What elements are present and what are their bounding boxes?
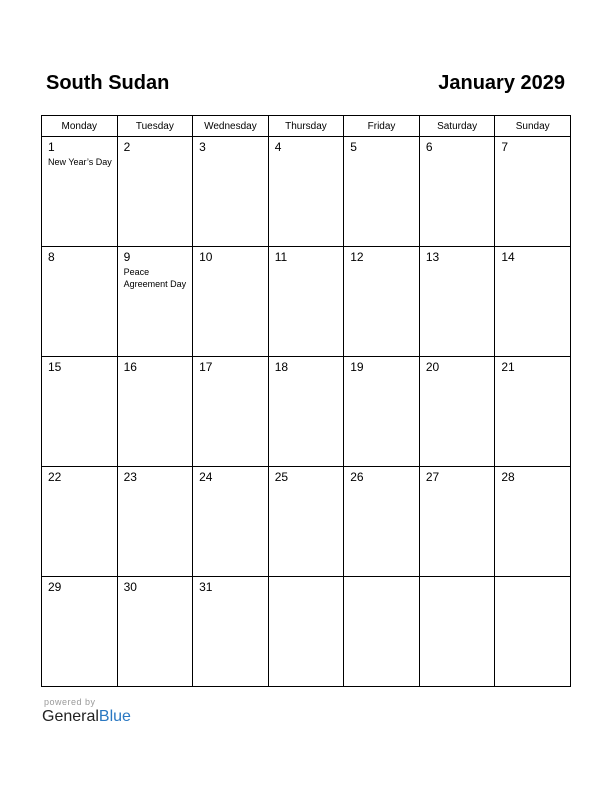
day-cell	[268, 467, 344, 577]
day-cell	[344, 467, 420, 577]
day-number: 10	[199, 250, 213, 264]
day-number: 7	[501, 140, 509, 154]
brand-part-general: General	[42, 708, 99, 725]
day-number: 14	[501, 250, 515, 264]
generalblue-logo[interactable]	[42, 708, 131, 726]
day-cell	[193, 137, 269, 247]
day-number: 15	[48, 360, 62, 374]
day-cell	[193, 467, 269, 577]
day-cell	[344, 247, 420, 357]
day-number: 21	[501, 360, 515, 374]
day-cell	[193, 247, 269, 357]
country-title: South Sudan	[46, 72, 170, 94]
day-number: 19	[350, 360, 364, 374]
day-cell	[419, 247, 495, 357]
day-number: 6	[425, 140, 433, 154]
day-cell	[495, 357, 571, 467]
day-number: 17	[199, 360, 213, 374]
calendar-grid	[41, 115, 571, 687]
day-cell	[268, 247, 344, 357]
day-number: 16	[123, 360, 137, 374]
day-cell	[193, 577, 269, 687]
powered-by-label: powered by	[44, 697, 96, 707]
holiday-label: New Year’s Day	[48, 157, 112, 167]
day-number: 9	[123, 250, 131, 264]
weekday-header: Saturday	[419, 116, 495, 137]
day-cell	[268, 357, 344, 467]
day-number: 20	[425, 360, 440, 374]
day-cell	[117, 357, 193, 467]
day-cell	[42, 137, 118, 247]
day-number: 23	[123, 470, 137, 484]
day-number: 11	[274, 250, 288, 264]
day-number: 25	[274, 470, 289, 484]
day-number: 13	[425, 250, 440, 264]
day-cell	[193, 357, 269, 467]
day-cell	[42, 577, 118, 687]
week-row	[42, 577, 571, 687]
day-number: 27	[425, 470, 440, 484]
day-number: 30	[123, 580, 137, 594]
day-cell	[42, 467, 118, 577]
week-row	[42, 467, 571, 577]
day-cell-empty	[268, 577, 344, 687]
day-cell	[419, 137, 495, 247]
day-cell	[117, 247, 193, 357]
holiday-label: Peace Agreement Day	[123, 267, 187, 289]
weekday-header: Monday	[42, 116, 118, 137]
week-row	[42, 357, 571, 467]
week-row	[42, 247, 571, 357]
day-number: 18	[274, 360, 289, 374]
day-number: 22	[48, 470, 62, 484]
weekday-header: Sunday	[495, 116, 571, 137]
month-year-title: January 2029	[438, 72, 565, 94]
day-cell	[42, 247, 118, 357]
day-number: 24	[199, 470, 213, 484]
day-number: 31	[199, 580, 213, 594]
day-cell-empty	[419, 577, 495, 687]
day-number: 5	[350, 140, 357, 154]
day-cell-empty	[344, 577, 420, 687]
day-number: 1	[48, 140, 55, 154]
day-number: 4	[274, 140, 282, 154]
day-cell	[495, 247, 571, 357]
day-number: 12	[350, 250, 364, 264]
day-cell	[344, 357, 420, 467]
weekday-header-row	[42, 116, 571, 137]
week-row	[42, 137, 571, 247]
day-cell	[117, 137, 193, 247]
weekday-header: Thursday	[268, 116, 344, 137]
day-cell	[42, 357, 118, 467]
day-cell	[495, 137, 571, 247]
day-number: 2	[123, 140, 131, 154]
brand-part-blue: Blue	[98, 708, 131, 725]
day-cell	[117, 467, 193, 577]
day-number: 28	[501, 470, 515, 484]
day-cell	[268, 137, 344, 247]
day-cell-empty	[495, 577, 571, 687]
day-number: 8	[48, 250, 55, 264]
day-cell	[117, 577, 193, 687]
day-number: 26	[350, 470, 364, 484]
weekday-header: Wednesday	[193, 116, 269, 137]
weekday-header: Tuesday	[117, 116, 193, 137]
weekday-header: Friday	[344, 116, 420, 137]
day-number: 3	[199, 140, 206, 154]
day-cell	[419, 357, 495, 467]
day-number: 29	[48, 580, 62, 594]
day-cell	[495, 467, 571, 577]
day-cell	[344, 137, 420, 247]
day-cell	[419, 467, 495, 577]
